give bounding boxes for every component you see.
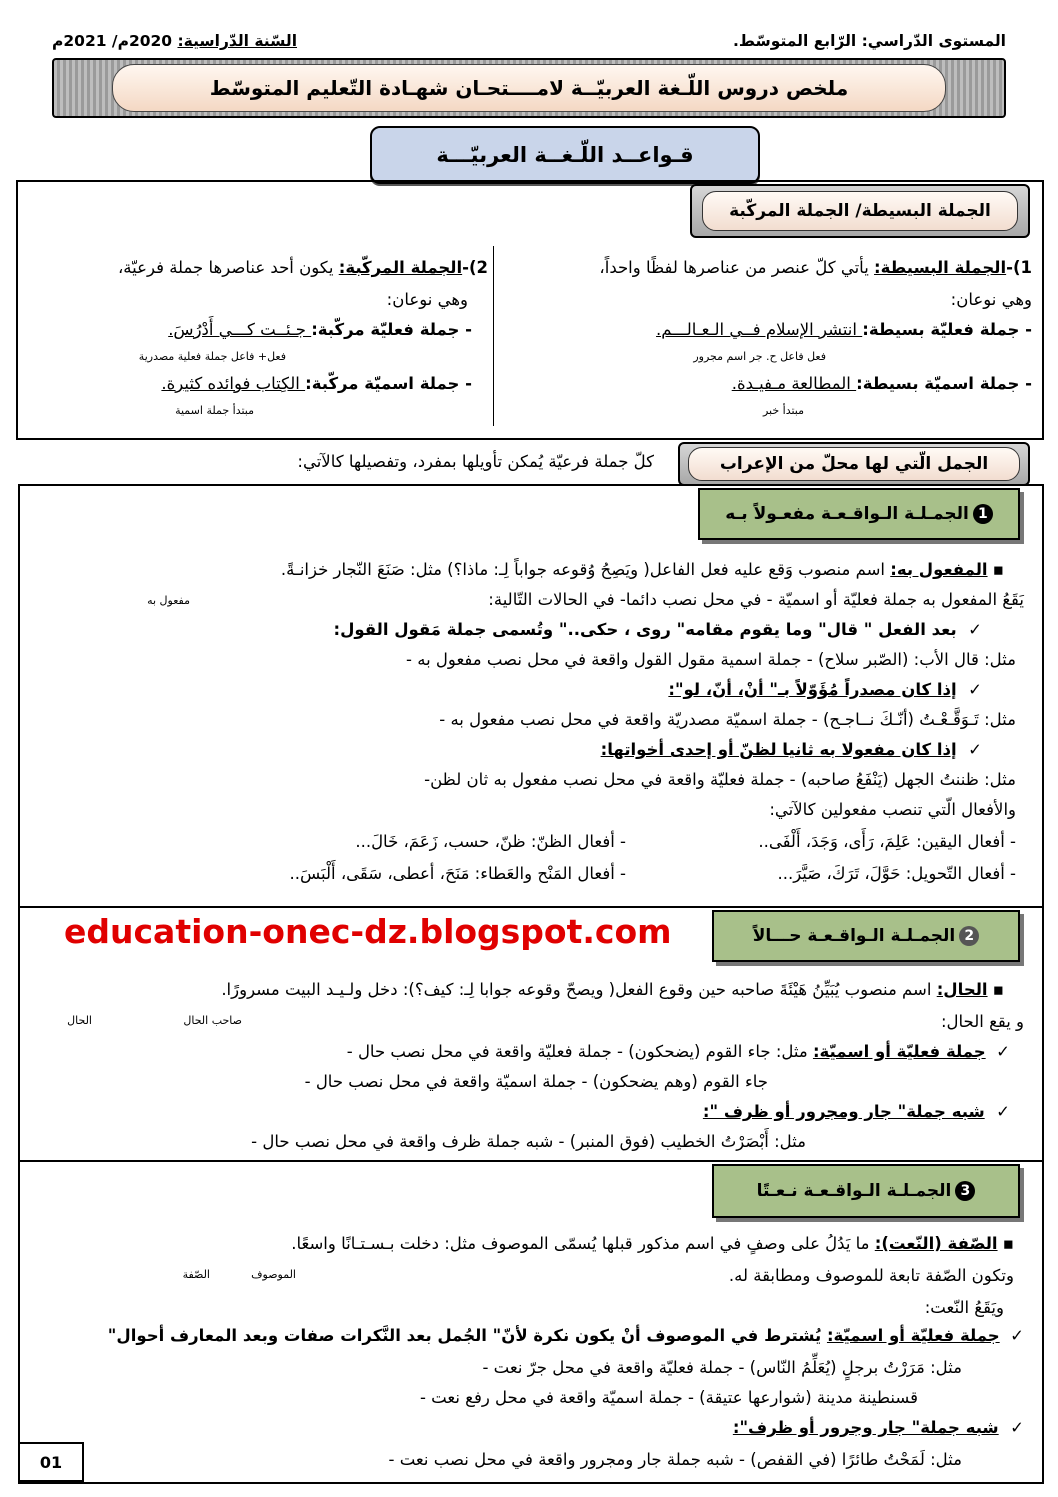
naat-number-icon: 3 — [955, 1181, 975, 1201]
hal-case-2-term: شبه جملة" جار ومجرور أو ظرف ": — [702, 1102, 985, 1121]
hal-case-1-example: مثل: جاء القوم (يضحكون) - جملة فعليّة واقعة في محل نصب حال - — [346, 1042, 813, 1061]
year-line — [52, 32, 297, 50]
object-tab-label: الجمـلـة الـواقـعـة مفعـولاً بـه — [725, 504, 969, 524]
functional-tab-label: الجمل الّتي لها محلّ من الإعراب — [688, 447, 1020, 481]
check-icon: ✓ — [999, 1326, 1024, 1345]
simple-verbal-term: - جملة فعليّة بسيطة: — [862, 320, 1032, 339]
hal-tab — [712, 910, 1020, 962]
simple-verbal-example: انتشر الإسلام فــي الـعـالـــم. — [656, 320, 863, 339]
check-icon: ✓ — [984, 1102, 1010, 1121]
object-case-2 — [668, 680, 982, 699]
complex-types: وهي نوعان: — [386, 290, 468, 309]
complex-text: يكون أحد عناصرها جملة فرعيّة، — [117, 258, 339, 277]
page-number: 01 — [18, 1442, 84, 1482]
object-case-1-text: بعد الفعل " قال" وما يقوم مقامه" روى ، حكى.." وتُسمى جملة مَقول القول: — [333, 620, 957, 639]
naat-case-1-text: يُشترط في الموصوف أنْ يكون نكرة لأنّ" الجُمل بعد النَّكرات صفات وبعد المعارف أحوال" — [107, 1326, 827, 1345]
object-def-parse: مفعول به — [147, 594, 190, 607]
object-verbs-giving: - أفعال المَنْح والعَطاء: مَنَحَ، أعطى، سَقَى، أَلْبَسَ.. — [289, 864, 626, 883]
simple-nominal-example: المطالعة مـفيـدة. — [731, 374, 857, 393]
naat-def — [291, 1234, 1014, 1253]
check-icon: ✓ — [985, 1042, 1010, 1061]
object-number-icon: 1 — [973, 504, 993, 524]
naat-tab-label: الجمـلـة الـواقـعـة نـعـتًا — [756, 1181, 952, 1201]
complex-nominal-example: الكِتاب فوائده كثيرة. — [161, 374, 306, 393]
naat-def-text: ما يَدُلُ على وصفٍ في اسم مذكور قبلها يُسمّى الموصوف مثل: دخلت بـسـتـانًا واسعًا. — [291, 1234, 875, 1253]
complex-term: الجملة المركّبة: — [338, 258, 463, 277]
square-bullet-icon: ▪ — [987, 560, 1004, 579]
naat-case-1-example-2: قسنطينة مدينة (شوارعها عتيقة) - جملة اسميّة واقعة في محل رفع نعت - — [419, 1388, 918, 1407]
naat-tab — [712, 1164, 1020, 1218]
hal-case-2-example: مثل: أَبْصَرْتُ الخطيب (فوق المنبر) - شبه جملة ظرف واقعة في محل نصب حال - — [251, 1132, 806, 1151]
section-title: قـواعــد اللّـغــة العربيّـــة — [370, 126, 760, 184]
complex-def — [118, 258, 488, 277]
hal-def-parse-owner: صاحب الحال — [183, 1014, 242, 1027]
simple-term: الجملة البسيطة: — [874, 258, 1007, 277]
complex-verbal-term: - جملة فعليّة مركّبة: — [311, 320, 472, 339]
hal-occurs: و يقع الحال: — [940, 1012, 1024, 1031]
simple-complex-tab-label: الجملة البسيطة/ الجملة المركّبة — [702, 191, 1018, 231]
naat-def-term: الصّفة (النّعت): — [874, 1234, 998, 1253]
object-def-term: المفعول به: — [890, 560, 988, 579]
simple-num: 1)- — [1006, 258, 1032, 277]
complex-nominal-parse: مبتدأ جملة اسمية — [175, 404, 254, 417]
simple-nominal — [732, 374, 1032, 393]
hal-case-1 — [347, 1042, 1010, 1061]
object-def-text: اسم منصوب وَقع عليه فعل الفاعل( ويَصِحُ وُقوعه جواباً لِـ: ماذا؟) مثل: صَنَعَ النّجار خزانـةً. — [280, 560, 891, 579]
banner — [52, 58, 1006, 118]
hal-case-1-term: جملة فعليّة أو اسميّة: — [812, 1042, 986, 1061]
square-bullet-icon: ▪ — [997, 1234, 1014, 1253]
column-divider — [493, 246, 494, 426]
object-case-2-example: مثل: تَـوَقَّـعْـتُ (أنّـكَ نــاجـح) - جملة اسميّة مصدريّة واقعة في محل نصب مفعول به - — [439, 710, 1016, 729]
check-icon: ✓ — [998, 1418, 1024, 1437]
naat-def-parse-adjective: الصّفة — [182, 1268, 210, 1281]
complex-verbal-example: جـئــت كـــي أَدْرُسَ. — [168, 320, 312, 339]
object-case-1-example: مثل: قال الأب: (الصّبر سلاح) - جملة اسمية مقول القول واقعة في محل نصب مفعول به - — [406, 650, 1016, 669]
object-case-3 — [601, 740, 982, 759]
hal-def-parse-hal: الحال — [67, 1014, 92, 1027]
complex-verbal — [168, 320, 472, 339]
complex-verbal-parse: فعل+ فاعل جملة فعلية مصدرية — [138, 350, 286, 363]
naat-case-1-term: جملة فعليّة أو اسميّة: — [826, 1326, 1000, 1345]
object-case-2-text: إذا كان مصدراً مُؤَوّلاً بـ" أنْ، أنّ، لو": — [668, 680, 957, 699]
simple-verbal-parse: فعل فاعل ح. جر اسم مجرور — [693, 350, 826, 363]
naat-case-1 — [108, 1326, 1024, 1345]
functional-intro: كلّ جملة فرعيّة يُمكن تأويلها بمفرد، وتفصيلها كالآتي: — [297, 452, 654, 471]
simple-def — [599, 258, 1032, 277]
complex-nominal — [161, 374, 472, 393]
check-icon: ✓ — [956, 620, 982, 639]
complex-num: 2)- — [462, 258, 488, 277]
complex-nominal-term: - جملة اسميّة مركّبة: — [305, 374, 472, 393]
naat-occurs: ويَقَعُ النّعت: — [924, 1298, 1004, 1317]
hal-tab-label: الجمـلـة الـواقـعـة حـــالاً — [752, 926, 956, 946]
naat-case-1-example: مثل: مَرَرْتُ برجلٍ (يُعَلِّمُ النّاس) - جملة فعليّة واقعة في محل جرّ نعت - — [482, 1358, 962, 1377]
hal-def — [221, 980, 1004, 999]
object-case-1 — [334, 620, 983, 639]
year-value: 2020م/ 2021م — [52, 32, 178, 50]
check-icon: ✓ — [956, 740, 982, 759]
object-verbs-certainty: - أفعال اليقين: عَلِمَ، رَأَى، وَجَدَ، أَلْفَى.. — [758, 832, 1016, 851]
naat-follows: وتكون الصّفة تابعة للموصوف ومطابقة له. — [728, 1266, 1014, 1285]
simple-types: وهي نوعان: — [950, 290, 1032, 309]
object-verbs-doubt: - أفعال الظنّ: ظنّ، حسب، زَعَمَ، خَالَ... — [355, 832, 626, 851]
naat-def-parse-described: الموصوف — [251, 1268, 296, 1281]
year-label: السّنة الدّراسية: — [177, 32, 298, 50]
object-occurs: يَقَعُ المفعول به جملة فعليّة أو اسميّة - في محل نصب دائما- في الحالات التّالية: — [488, 590, 1024, 609]
simple-complex-tab — [690, 184, 1030, 238]
object-verbs-intro: والأفعال الّتي تنصب مفعولين كالآتي: — [769, 800, 1016, 819]
naat-case-2-term: شبه جملة" جار وجرور أو ظرف": — [732, 1418, 999, 1437]
naat-case-2 — [733, 1418, 1024, 1437]
square-bullet-icon: ▪ — [987, 980, 1004, 999]
hal-case-1-example-2: جاء القوم (وهم يضحكون) - جملة اسميّة واقعة في محل نصب حال - — [304, 1072, 768, 1091]
hal-case-2 — [703, 1102, 1010, 1121]
object-case-3-example: مثل: ظننتُ الجهل (يَنْفَعُ صاحبه) - جملة فعليّة واقعة في محل نصب مفعول به ثان لظن- — [424, 770, 1016, 789]
simple-text: يأتي كلّ عنصر من عناصرها لفظًا واحداً، — [599, 258, 875, 277]
simple-nominal-parse: مبتدأ خبر — [762, 404, 804, 417]
simple-verbal — [656, 320, 1032, 339]
watermark-url[interactable]: education-onec-dz.blogspot.com — [64, 912, 672, 951]
simple-nominal-term: - جملة اسميّة بسيطة: — [856, 374, 1032, 393]
banner-title: ملخص دروس اللّـغة العربيّــة لامــــتحـان شهـادة التّعليم المتوسّط — [112, 64, 946, 112]
object-tab — [698, 488, 1020, 540]
object-case-3-text: إذا كان مفعولا به ثانيا لظنّ أو إحدى أخواتها: — [600, 740, 957, 759]
object-def — [281, 560, 1004, 579]
check-icon: ✓ — [956, 680, 982, 699]
hal-def-text: اسم منصوب يُبَيِّنُ هَيْئَةَ صاحبه حين وقوع الفعل( ويصحّ وقوعه جوابا لِـ: كيف؟): دخل ولـيـد البيت مسرورًا. — [221, 980, 937, 999]
naat-case-2-example: مثل: لَمَحْتُ طائرًا (في القفص) - شبه جملة جار ومجرور واقعة في محل نصب نعت - — [388, 1450, 962, 1469]
object-verbs-transform: - أفعال التّحويل: حَوَّلَ، تَرَكَ، صَيَّرَ... — [777, 864, 1016, 883]
level-label: المستوى الدّراسي: الرّابع المتوسّط. — [733, 32, 1006, 50]
hal-number-icon: 2 — [959, 926, 979, 946]
hal-def-term: الحال: — [936, 980, 988, 999]
functional-tab — [678, 442, 1030, 486]
